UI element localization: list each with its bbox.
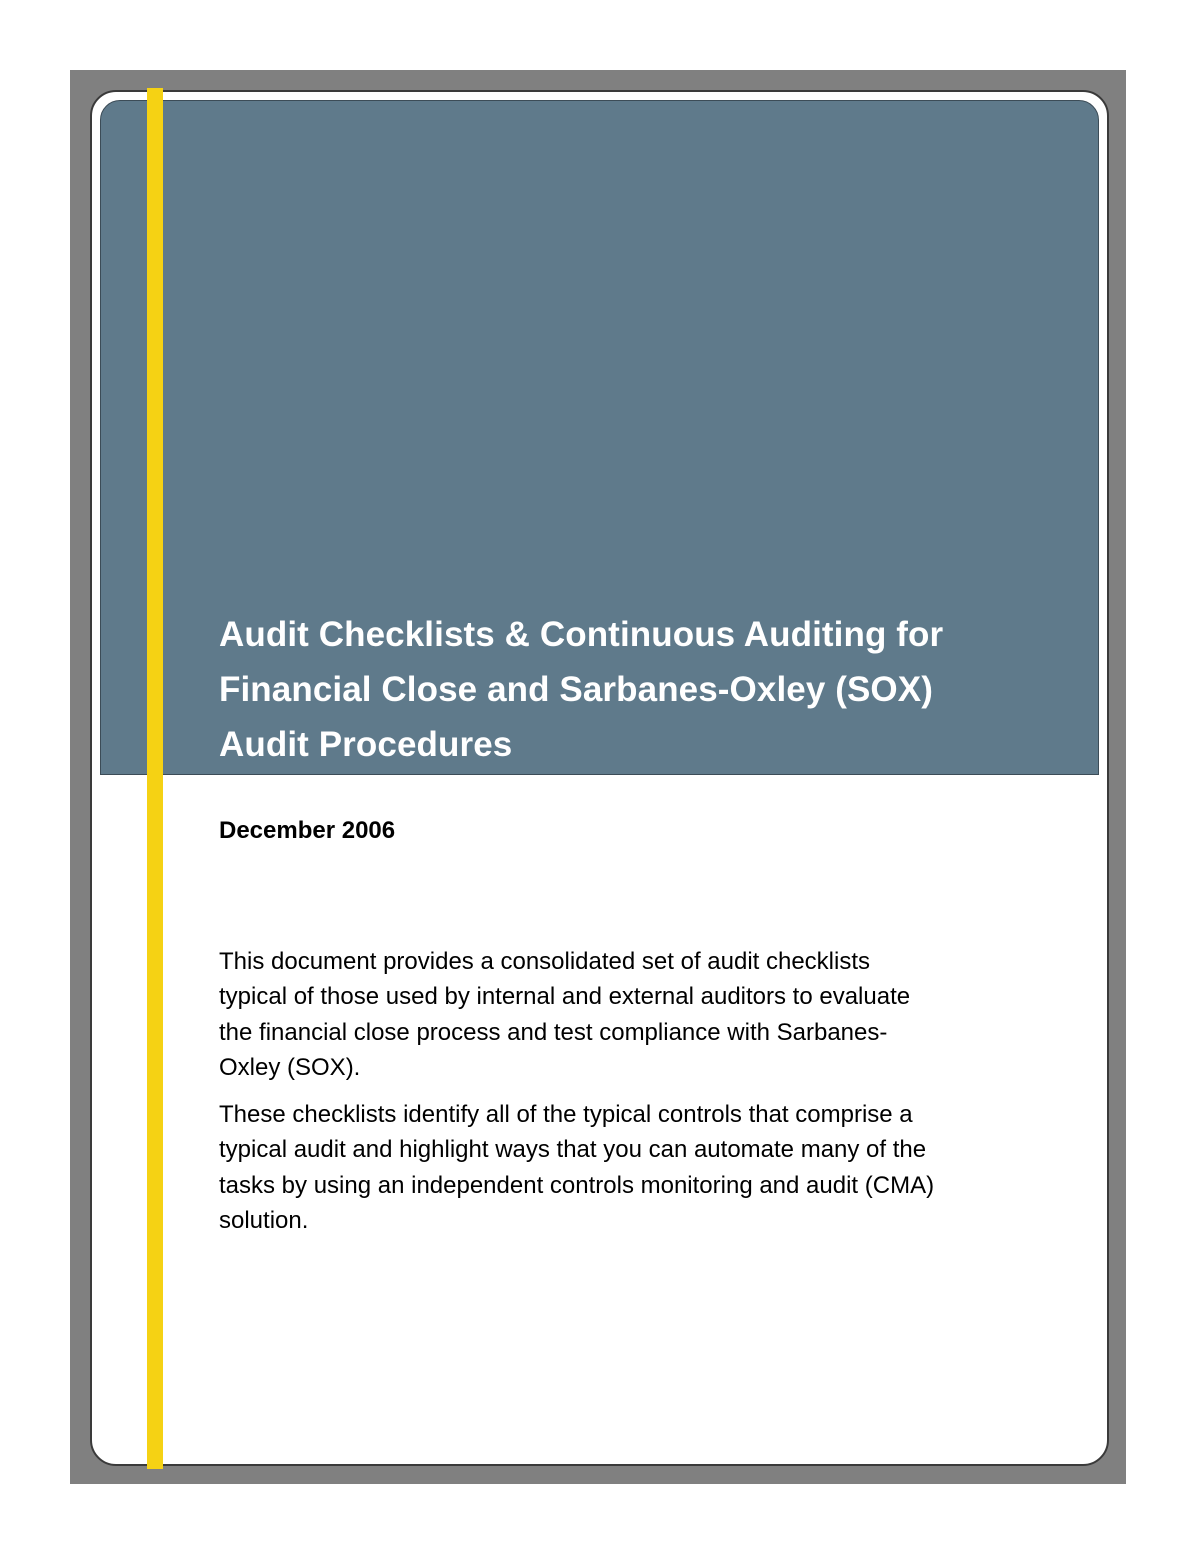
title-line: Audit Checklists & Continuous Auditing for — [219, 615, 944, 654]
paragraph-line: Oxley (SOX). — [219, 1053, 361, 1081]
paragraph-line: This document provides a consolidated set of audit checklists — [219, 948, 871, 975]
summary-paragraph — [219, 1097, 1079, 1238]
paragraph-line: These checklists identify all of the typical controls that comprise a — [219, 1101, 913, 1128]
title-line: Financial Close and Sarbanes-Oxley (SOX) — [219, 670, 933, 709]
document-date: December 2006 — [219, 817, 396, 844]
paragraph-line: typical of those used by internal and external auditors to evaluate — [219, 983, 911, 1011]
paragraph-line: tasks by using an independent controls monitoring and audit (CMA) — [219, 1171, 935, 1199]
accent-bar — [147, 88, 163, 1469]
paragraph-line: typical audit and highlight ways that you can automate many of the — [219, 1136, 927, 1164]
title-line: Audit Procedures — [219, 725, 513, 764]
paragraph-line: the financial close process and test compliance with Sarbanes- — [219, 1018, 888, 1046]
paragraph-line: solution. — [219, 1206, 309, 1234]
document-title — [219, 607, 1079, 772]
intro-paragraph — [219, 944, 1079, 1085]
